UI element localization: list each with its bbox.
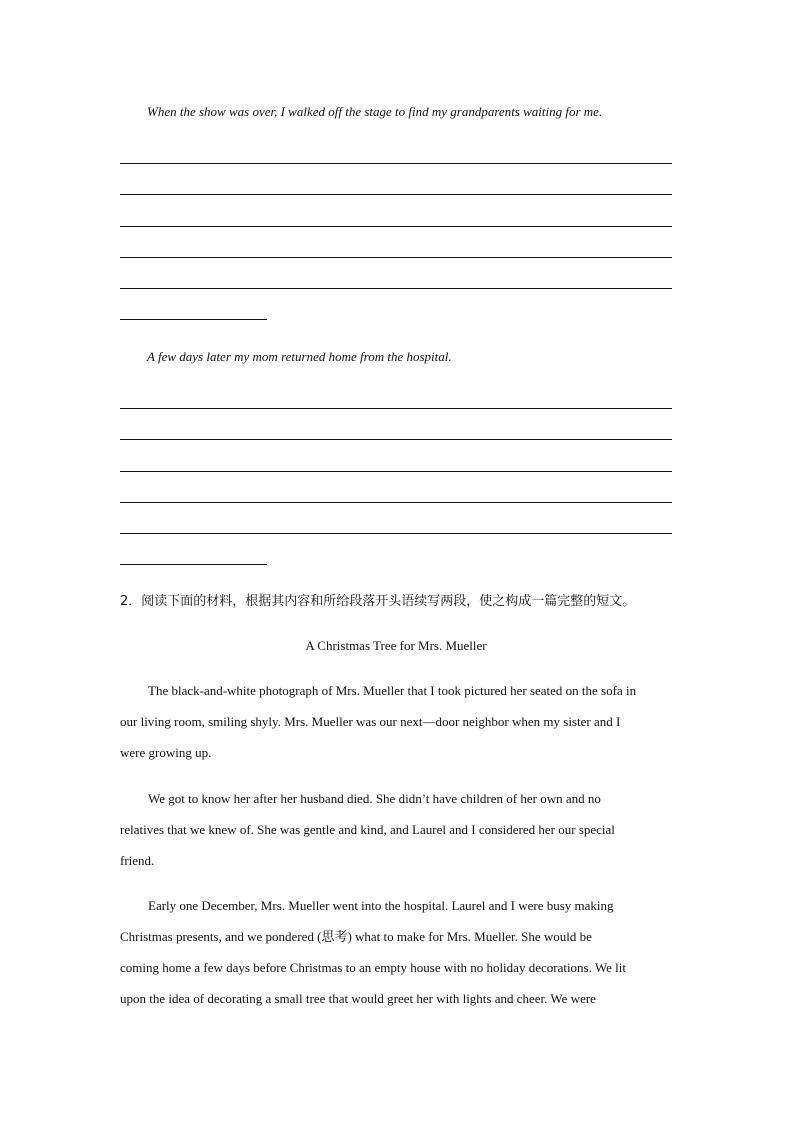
paragraph-line: relatives that we knew of. She was gentle and kind, and Laurel and I considered her our special [120, 822, 615, 837]
question-instruction: 2．阅读下面的材料，根据其内容和所给段落开头语续写两段，使之构成一篇完整的短文。 [120, 594, 636, 609]
paragraph-line: friend. [120, 853, 155, 868]
passage-paragraph [120, 890, 676, 1014]
writing-line [120, 163, 672, 164]
continuation-prompt-1: When the show was over, I walked off the stage to find my grandparents waiting for me. [147, 104, 603, 119]
paragraph-line: upon the idea of decorating a small tree that would greet her with lights and cheer. We were [120, 991, 596, 1006]
writing-line [120, 408, 672, 409]
writing-line [120, 288, 672, 289]
writing-line [120, 194, 672, 195]
paragraph-line: Christmas presents, and we pondered (思考) what to make for Mrs. Mueller. She would be [120, 929, 592, 944]
writing-line [120, 502, 672, 503]
writing-line [120, 439, 672, 440]
paragraph-line: We got to know her after her husband died. She didn’t have children of her own and no [148, 791, 601, 806]
paragraph-line: coming home a few days before Christmas to an empty house with no holiday decorations. We lit [120, 960, 626, 975]
writing-line [120, 471, 672, 472]
writing-line-short [120, 564, 267, 565]
passage-paragraph [120, 783, 676, 876]
passage-title: A Christmas Tree for Mrs. Mueller [305, 638, 487, 653]
paragraph-line: The black-and-white photograph of Mrs. Mueller that I took pictured her seated on the sofa in [148, 683, 637, 698]
paragraph-line: were growing up. [120, 745, 212, 760]
writing-line [120, 533, 672, 534]
passage-paragraph [120, 675, 676, 768]
paragraph-line: Early one December, Mrs. Mueller went into the hospital. Laurel and I were busy making [148, 898, 614, 913]
writing-line [120, 226, 672, 227]
writing-line [120, 257, 672, 258]
paragraph-line: our living room, smiling shyly. Mrs. Mueller was our next—door neighbor when my sister and I [120, 714, 621, 729]
writing-line-short [120, 319, 267, 320]
continuation-prompt-2: A few days later my mom returned home from the hospital. [147, 349, 452, 364]
